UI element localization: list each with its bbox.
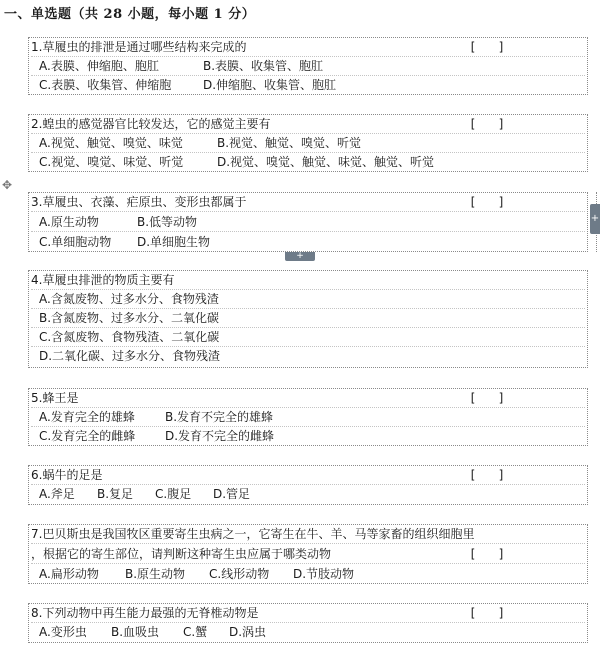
question-3[interactable] <box>28 192 588 252</box>
options-row <box>31 134 585 153</box>
option-d[interactable]: D.伸缩胞、收集管、胞肛 <box>203 78 337 92</box>
option-d[interactable]: D.涡虫 <box>229 625 267 639</box>
answer-bracket[interactable]: [ ] <box>469 606 505 620</box>
option-a[interactable]: A.含氮废物、过多水分、食物残渣 <box>39 292 219 306</box>
question-4[interactable] <box>28 270 588 368</box>
answer-bracket[interactable]: [ ] <box>469 468 505 482</box>
option-a[interactable]: A.变形虫 <box>39 625 87 639</box>
option-c[interactable]: C.表膜、收集管、伸缩胞 <box>39 78 172 92</box>
options-row <box>31 290 585 309</box>
options-row <box>31 565 585 583</box>
question-6[interactable] <box>28 465 588 505</box>
question-stem: 3.草履虫、衣藻、疟原虫、变形虫都属于 <box>31 195 247 209</box>
options-row <box>31 427 585 445</box>
options-row <box>31 623 585 641</box>
option-b[interactable]: B.发育不完全的雄蜂 <box>165 410 274 424</box>
question-5[interactable] <box>28 388 588 446</box>
option-d[interactable]: D.发育不完全的雌蜂 <box>165 429 275 443</box>
option-d[interactable]: D.管足 <box>213 487 251 501</box>
option-b[interactable]: B.视觉、触觉、嗅觉、听觉 <box>217 136 362 150</box>
option-b[interactable]: B.含氮废物、过多水分、二氧化碳 <box>39 311 220 325</box>
options-row <box>31 309 585 328</box>
options-row <box>31 57 585 76</box>
option-b[interactable]: B.原生动物 <box>125 567 186 581</box>
option-b[interactable]: B.低等动物 <box>137 215 198 229</box>
answer-bracket[interactable]: [ ] <box>469 40 505 54</box>
question-stem-row <box>31 466 585 485</box>
question-8[interactable] <box>28 603 588 643</box>
options-row <box>31 76 585 94</box>
question-stem: 7.巴贝斯虫是我国牧区重要寄生虫病之一，它寄生在牛、羊、马等家畜的组织细胞里 <box>31 527 475 541</box>
option-c[interactable]: C.含氮废物、食物残渣、二氧化碳 <box>39 330 220 344</box>
section-title: 一、单选题（共 28 小题，每小题 1 分） <box>4 7 256 22</box>
option-b[interactable]: B.血吸虫 <box>111 625 160 639</box>
option-a[interactable]: A.发育完全的雄蜂 <box>39 410 135 424</box>
options-row <box>31 328 585 347</box>
option-d[interactable]: D.节肢动物 <box>293 567 355 581</box>
add-icon[interactable]: + <box>285 252 315 261</box>
option-a[interactable]: A.原生动物 <box>39 215 99 229</box>
answer-bracket[interactable]: [ ] <box>469 391 505 405</box>
answer-bracket[interactable]: [ ] <box>469 547 505 561</box>
option-a[interactable]: A.扁形动物 <box>39 567 99 581</box>
add-icon[interactable]: + <box>590 204 600 234</box>
question-stem-row <box>31 271 585 290</box>
question-stem-row <box>31 545 585 564</box>
options-row <box>31 347 585 365</box>
option-c[interactable]: C.视觉、嗅觉、味觉、听觉 <box>39 155 184 169</box>
question-stem: 8.下列动物中再生能力最强的无脊椎动物是 <box>31 606 259 620</box>
question-stem: 4.草履虫排泄的物质主要有 <box>31 273 175 287</box>
question-stem-row <box>31 38 585 57</box>
question-stem-row <box>31 115 585 134</box>
question-1[interactable] <box>28 37 588 95</box>
question-stem: 1.草履虫的排泄是通过哪些结构来完成的 <box>31 40 247 54</box>
options-row <box>31 408 585 427</box>
answer-bracket[interactable]: [ ] <box>469 195 505 209</box>
option-b[interactable]: B.表膜、收集管、胞肛 <box>203 59 324 73</box>
option-c[interactable]: C.线形动物 <box>209 567 270 581</box>
options-row <box>31 213 585 232</box>
answer-bracket[interactable]: [ ] <box>469 117 505 131</box>
question-2[interactable] <box>28 114 588 172</box>
question-stem-row <box>31 525 585 544</box>
options-row <box>31 153 585 171</box>
option-d[interactable]: D.视觉、嗅觉、触觉、味觉、触觉、听觉 <box>217 155 435 169</box>
option-a[interactable]: A.斧足 <box>39 487 75 501</box>
question-stem: 2.蝗虫的感觉器官比较发达，它的感觉主要有 <box>31 117 271 131</box>
option-c[interactable]: C.单细胞动物 <box>39 235 112 249</box>
option-c[interactable]: C.腹足 <box>155 487 192 501</box>
option-d[interactable]: D.单细胞生物 <box>137 235 211 249</box>
question-stem-continued: ，根据它的寄生部位，请判断这种寄生虫应属于哪类动物 <box>31 547 332 561</box>
question-stem-row <box>31 389 585 408</box>
option-c[interactable]: C.发育完全的雌蜂 <box>39 429 136 443</box>
option-d[interactable]: D.二氧化碳、过多水分、食物残渣 <box>39 349 221 363</box>
option-a[interactable]: A.表膜、伸缩胞、胞肛 <box>39 59 159 73</box>
options-row <box>31 485 585 503</box>
question-7[interactable] <box>28 524 588 584</box>
option-c[interactable]: C.蟹 <box>183 625 208 639</box>
option-a[interactable]: A.视觉、触觉、嗅觉、味觉 <box>39 136 183 150</box>
option-b[interactable]: B.复足 <box>97 487 134 501</box>
question-stem: 6.蜗牛的足是 <box>31 468 103 482</box>
question-stem-row <box>31 604 585 623</box>
move-arrows-icon[interactable]: ✥ <box>1 178 13 192</box>
question-stem-row <box>31 193 585 212</box>
options-row <box>31 233 585 251</box>
question-stem: 5.蜂王是 <box>31 391 79 405</box>
